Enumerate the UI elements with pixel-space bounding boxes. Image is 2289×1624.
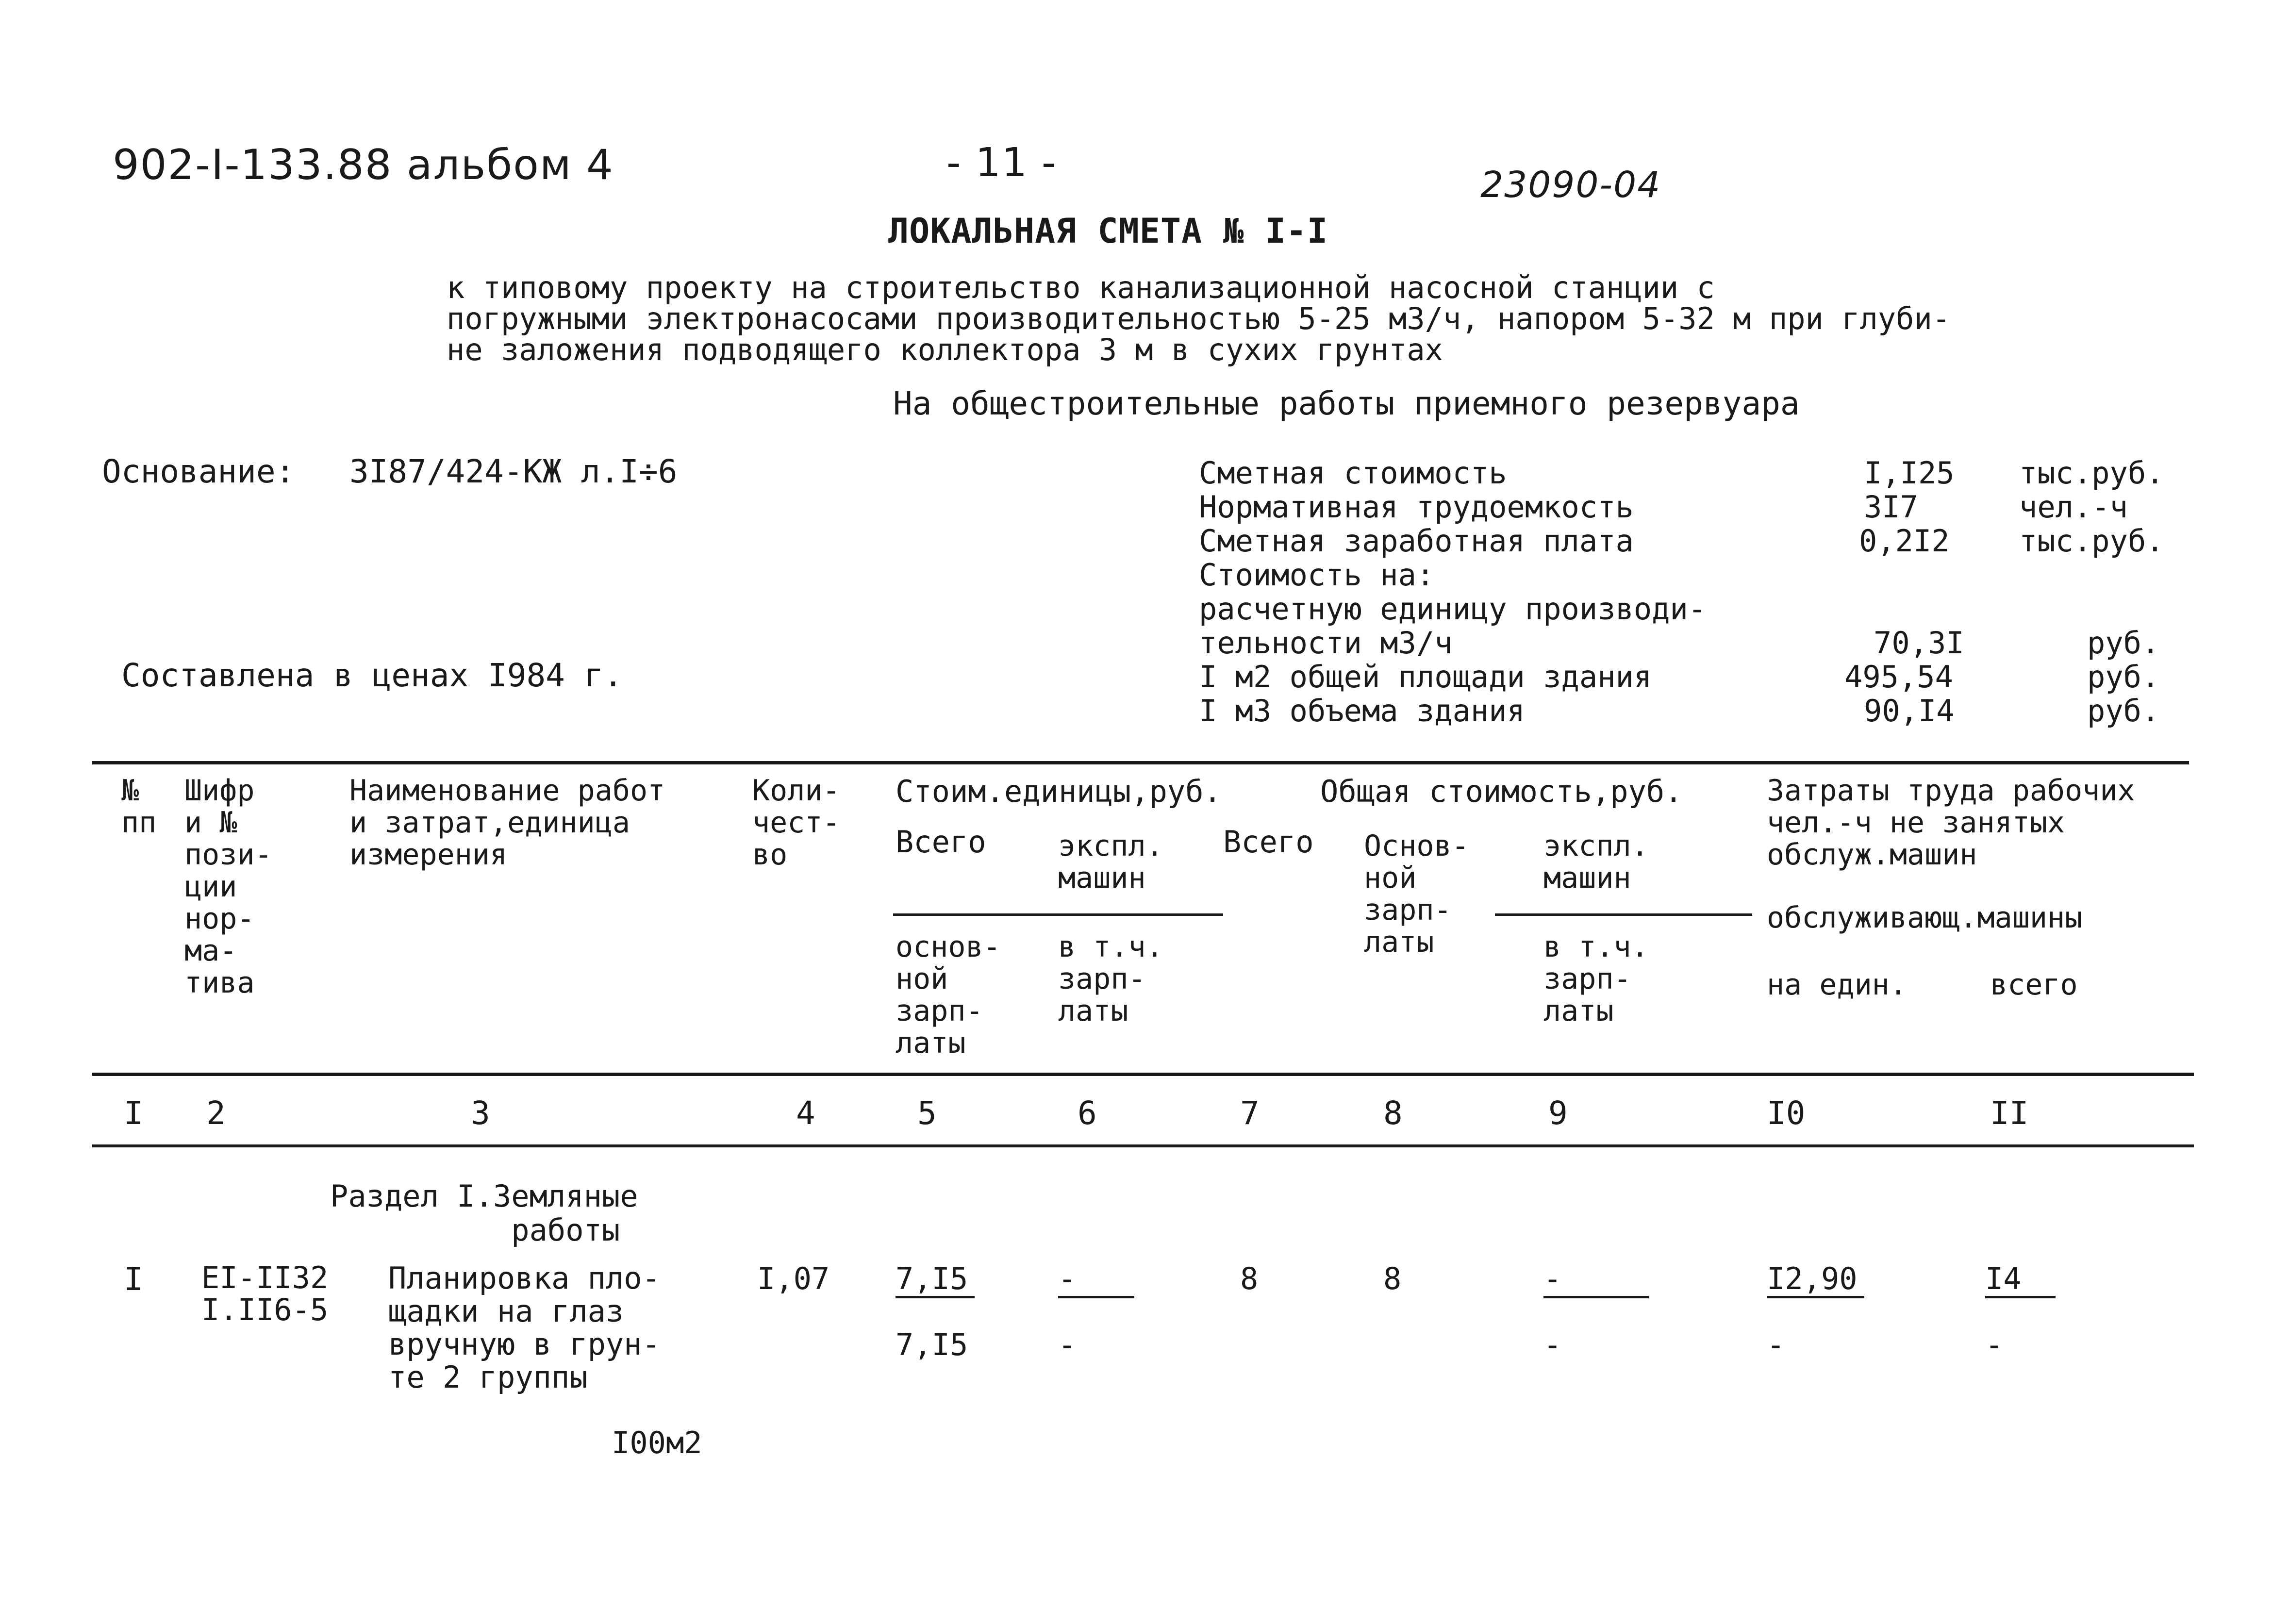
row-unit-cost-total: 7,I5 bbox=[896, 1262, 975, 1298]
column-number: I bbox=[124, 1094, 143, 1132]
column-number: I0 bbox=[1767, 1094, 1806, 1132]
row-total-cost-base-wage: 8 bbox=[1383, 1261, 1402, 1296]
header-col-quantity: Коли- чест- во bbox=[752, 774, 840, 872]
total-cost-subrule bbox=[1495, 913, 1752, 916]
row-labor-total-2: - bbox=[1985, 1327, 2004, 1362]
basis-label: Основание: bbox=[102, 453, 295, 490]
summary-label: тельности м3/ч bbox=[1199, 625, 1453, 661]
inventory-number: 23090-04 bbox=[1480, 164, 1661, 206]
document-code: 902-I-133.88 альбом 4 bbox=[113, 141, 614, 189]
row-total-cost-machines: - bbox=[1543, 1262, 1649, 1298]
summary-unit: чел.-ч bbox=[2019, 489, 2128, 525]
summary-unit: тыс.руб. bbox=[2019, 455, 2164, 491]
summary-label: Нормативная трудоемкость bbox=[1199, 489, 1634, 525]
column-number: 9 bbox=[1548, 1094, 1568, 1132]
subtitle-line-2: погружными электронасосами производительностью 5-25 м3/ч, напором 5-32 м при глуби- bbox=[447, 301, 1951, 336]
header-labor-machines: обслуживающ.машины bbox=[1767, 901, 2083, 935]
column-number: 2 bbox=[206, 1094, 226, 1132]
header-bottom-rule bbox=[92, 1073, 2194, 1076]
header-total-cost-machines: экспл. машин bbox=[1543, 829, 1649, 895]
header-total-cost-base-wage: Основ- ной зарп- латы bbox=[1364, 829, 1469, 959]
row-total-cost-total: 8 bbox=[1240, 1261, 1259, 1296]
prices-line: Составлена в ценах I984 г. bbox=[121, 657, 623, 694]
summary-unit: руб. bbox=[2087, 625, 2160, 661]
summary-unit: руб. bbox=[2087, 659, 2160, 695]
header-unit-cost-base-wage: основ- ной зарп- латы bbox=[896, 930, 1001, 1060]
column-number: II bbox=[1990, 1094, 2029, 1132]
summary-label: I м2 общей площади здания bbox=[1199, 659, 1652, 695]
summary-label: I м3 объема здания bbox=[1199, 693, 1525, 729]
summary-unit: тыс.руб. bbox=[2019, 523, 2164, 559]
summary-value: I,I25 bbox=[1864, 455, 1955, 491]
row-total-cost-incl-wage: - bbox=[1543, 1327, 1562, 1362]
row-labor-per-unit: I2,90 bbox=[1767, 1262, 1864, 1298]
table-top-rule bbox=[92, 761, 2189, 764]
column-number: 3 bbox=[471, 1094, 490, 1132]
row-quantity: I,07 bbox=[757, 1261, 830, 1296]
header-col-code: Шифр и № пози- ции нор- ма- тива bbox=[184, 774, 272, 1000]
column-number: 4 bbox=[796, 1094, 815, 1132]
column-number: 8 bbox=[1383, 1094, 1403, 1132]
header-unit-cost-incl-wage: в т.ч. зарп- латы bbox=[1058, 930, 1163, 1028]
works-line: На общестроительные работы приемного резервуара bbox=[893, 385, 1800, 422]
unit-cost-subrule bbox=[893, 913, 1223, 916]
summary-value: 3I7 bbox=[1864, 489, 1918, 525]
summary-label: Сметная заработная плата bbox=[1199, 523, 1634, 559]
subtitle-line-3: не заложения подводящего коллектора 3 м в сухих грунтах bbox=[447, 332, 1443, 367]
page-number: - 11 - bbox=[946, 140, 1057, 186]
subtitle-line-1: к типовому проекту на строительство канализационной насосной станции с bbox=[447, 270, 1715, 305]
row-labor-per-unit-2: - bbox=[1767, 1327, 1785, 1362]
row-number: I bbox=[124, 1260, 143, 1298]
summary-value: 495,54 bbox=[1844, 659, 1953, 695]
column-number-rule bbox=[92, 1144, 2194, 1147]
header-total-cost-incl-wage: в т.ч. зарп- латы bbox=[1543, 930, 1649, 1028]
row-unit: I00м2 bbox=[612, 1425, 702, 1460]
column-number: 5 bbox=[917, 1094, 937, 1132]
row-unit-cost-incl-wage: - bbox=[1058, 1327, 1077, 1362]
estimate-title: ЛОКАЛЬНАЯ СМЕТА № I-I bbox=[888, 211, 1328, 251]
row-code: EI-II32 I.II6-5 bbox=[201, 1260, 329, 1327]
column-number: 7 bbox=[1240, 1094, 1260, 1132]
summary-value: 70,3I bbox=[1874, 625, 1964, 661]
header-total-cost-total: Всего bbox=[1223, 824, 1314, 860]
column-number: 6 bbox=[1078, 1094, 1097, 1132]
row-labor-total: I4 bbox=[1985, 1262, 2056, 1298]
summary-label: расчетную единицу производи- bbox=[1199, 591, 1707, 627]
row-name: Планировка пло- щадки на глаз вручную в грун- те 2 группы bbox=[388, 1260, 660, 1395]
row-unit-cost-base-wage: 7,I5 bbox=[896, 1327, 968, 1362]
summary-label: Стоимость на: bbox=[1199, 557, 1435, 593]
section-title: Раздел I.Земляные работы bbox=[330, 1178, 638, 1248]
header-total-cost-group: Общая стоимость,руб. bbox=[1320, 774, 1683, 809]
summary-value: 90,I4 bbox=[1864, 693, 1955, 729]
header-unit-cost-group: Стоим.единицы,руб. bbox=[896, 774, 1222, 809]
basis-value: 3I87/424-КЖ л.I÷6 bbox=[349, 453, 678, 490]
summary-value: 0,2I2 bbox=[1859, 523, 1950, 559]
header-unit-cost-total: Всего bbox=[896, 824, 986, 860]
header-col-number: № пп bbox=[121, 774, 157, 840]
header-col-name: Наименование работ и затрат,единица измерения bbox=[349, 774, 665, 872]
header-unit-cost-machines: экспл. машин bbox=[1058, 829, 1163, 895]
summary-unit: руб. bbox=[2087, 693, 2160, 729]
header-labor-group: Затраты труда рабочих чел.-ч не занятых обслуж.машин bbox=[1767, 774, 2135, 872]
header-labor-total: всего bbox=[1990, 968, 2078, 1002]
row-unit-cost-machines: - bbox=[1058, 1262, 1134, 1298]
summary-label: Сметная стоимость bbox=[1199, 455, 1507, 491]
header-labor-per-unit: на един. bbox=[1767, 968, 1907, 1002]
